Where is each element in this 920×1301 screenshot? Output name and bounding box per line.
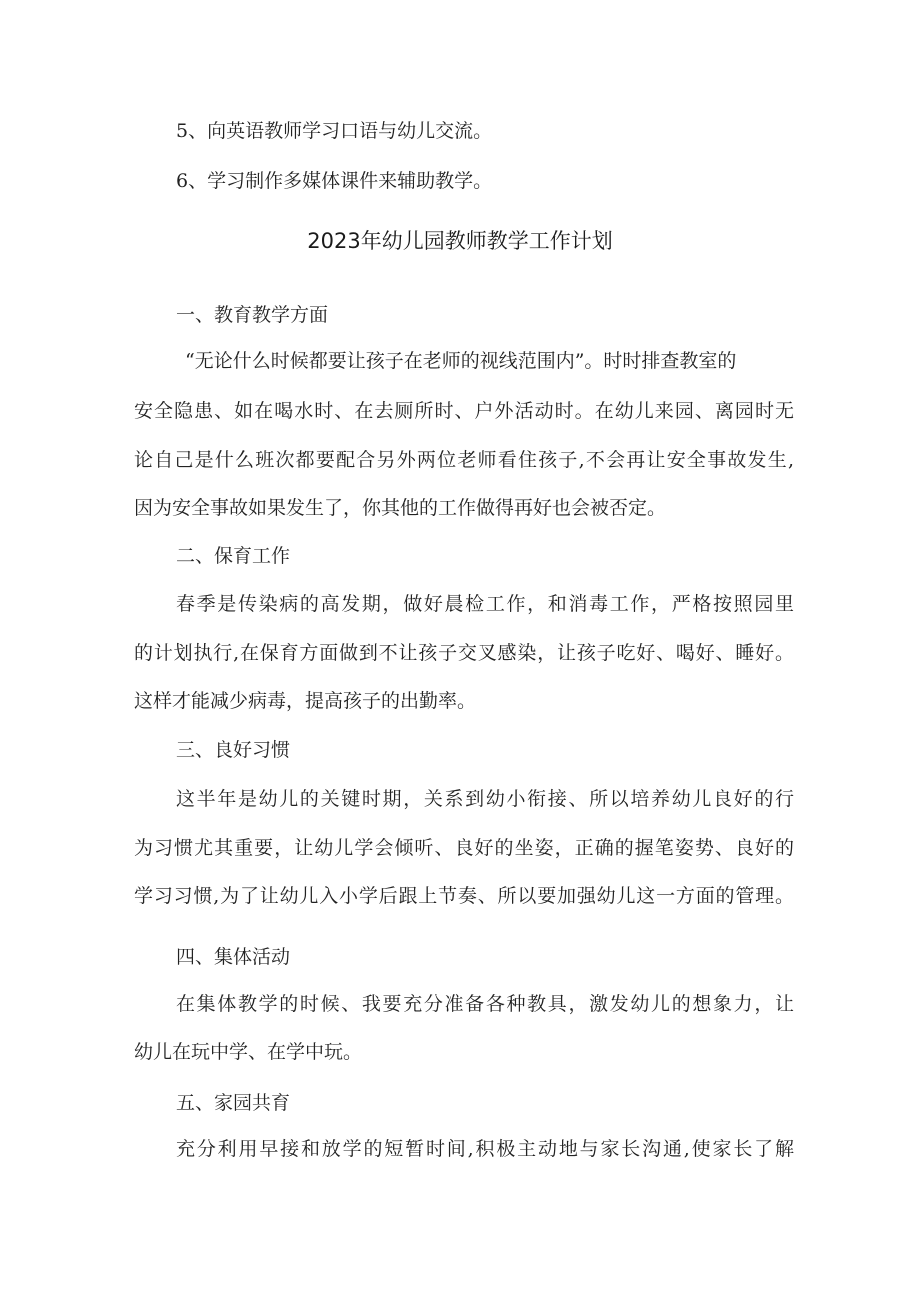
paragraph-line: 安全隐患、如在喝水时、在去厕所时、户外活动时。在幼儿来园、离园时无 xyxy=(134,400,794,422)
paragraph-line: 为习惯尤其重要，让幼儿学会倾听、良好的坐姿，正确的握笔姿势、良好的 xyxy=(134,837,794,859)
paragraph-line: 因为安全事故如果发生了，你其他的工作做得再好也会被否定。 xyxy=(134,497,667,519)
section-heading: 五、家园共育 xyxy=(176,1092,291,1114)
paragraph-line: 论自己是什么班次都要配合另外两位老师看住孩子,不会再让安全事故发生, xyxy=(134,449,794,471)
paragraph-line: 学习习惯,为了让幼儿入小学后跟上节奏、所以要加强幼儿这一方面的管理。 xyxy=(134,885,794,907)
document-title: 2023年幼儿园教师教学工作计划 xyxy=(307,229,613,253)
paragraph-line: 幼儿在玩中学、在学中玩。 xyxy=(134,1041,363,1063)
section-heading: 一、教育教学方面 xyxy=(176,304,329,326)
paragraph-line: 充分利用早接和放学的短暂时间,积极主动地与家长沟通,使家长了解 xyxy=(176,1138,794,1160)
section-heading: 三、良好习惯 xyxy=(176,739,291,761)
paragraph-line: “无论什么时候都要让孩子在老师的视线范围内”。时时排查教室的 xyxy=(185,350,737,372)
section-heading: 四、集体活动 xyxy=(176,946,291,968)
section-heading: 二、保育工作 xyxy=(176,545,291,567)
paragraph-line: 在集体教学的时候、我要充分准备各种教具，激发幼儿的想象力，让 xyxy=(176,993,794,1015)
paragraph-line: 这样才能减少病毒，提高孩子的出勤率。 xyxy=(134,690,477,712)
paragraph-line: 这半年是幼儿的关键时期，关系到幼小衔接、所以培养幼儿良好的行 xyxy=(176,788,794,810)
paragraph-line: 的计划执行,在保育方面做到不让孩子交叉感染，让孩子吃好、喝好、睡好。 xyxy=(134,642,794,664)
list-item: 6、学习制作多媒体课件来辅助教学。 xyxy=(176,170,493,192)
list-item: 5、向英语教师学习口语与幼儿交流。 xyxy=(176,120,493,142)
paragraph-line: 春季是传染病的高发期，做好晨检工作，和消毒工作，严格按照园里 xyxy=(176,593,794,615)
